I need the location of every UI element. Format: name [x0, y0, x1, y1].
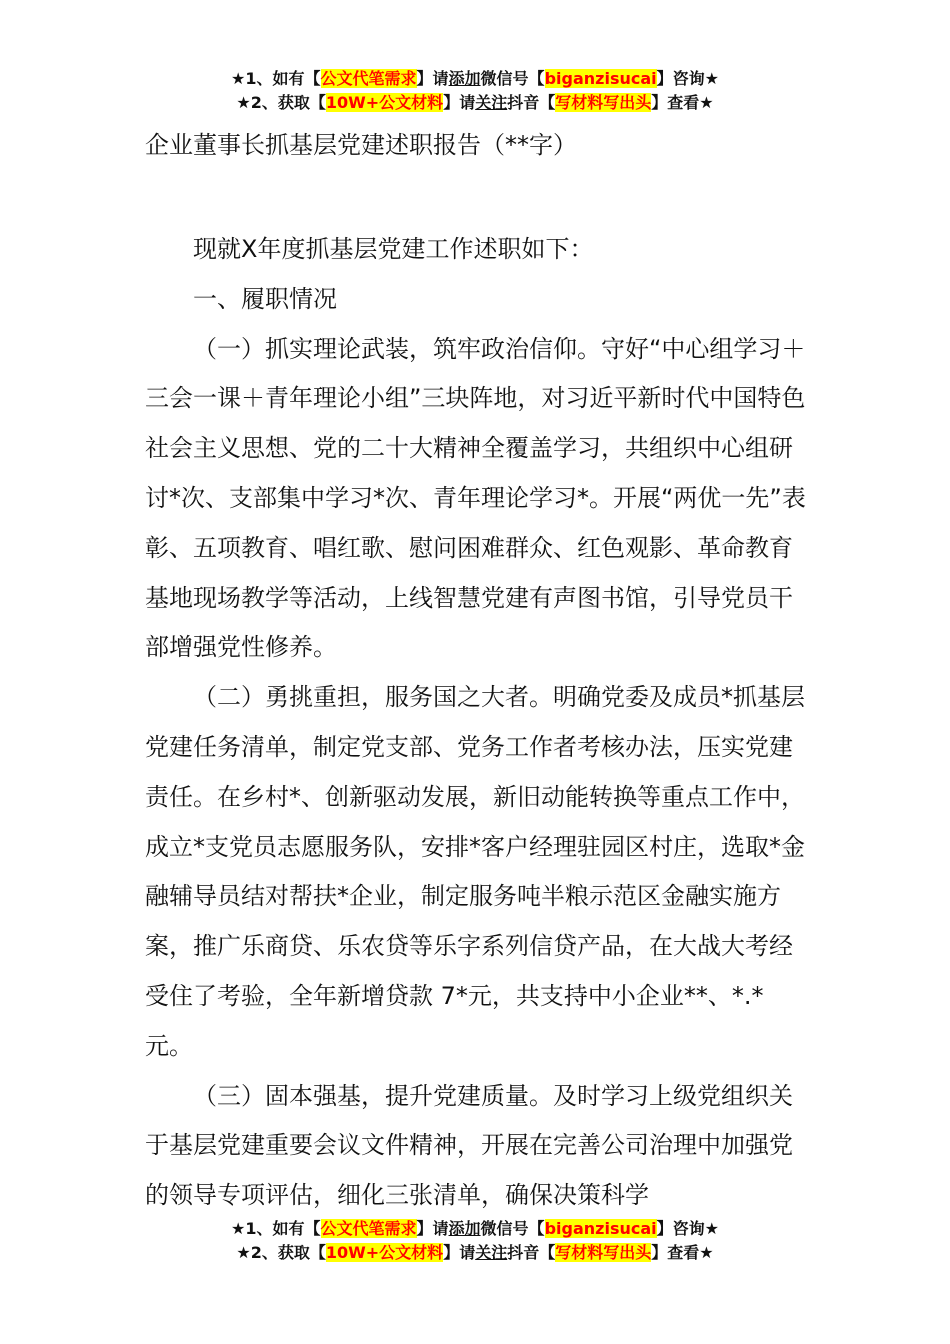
promo-line-2: ★2、获取【10W+公文材料】请关注抖音【写材料写出头】查看★ [236, 1243, 714, 1262]
highlight-service: 公文代笔需求 [320, 69, 417, 88]
highlight-materials: 10W+公文材料 [325, 1243, 444, 1262]
highlight-douyin: 写材料写出头 [555, 1243, 652, 1262]
paragraph-intro: 现就X年度抓基层党建工作述职如下： [193, 235, 594, 263]
promo-line-1: ★1、如有【公文代笔需求】请添加微信号【biganzisucai】咨询★ [231, 1219, 719, 1238]
promo-banner-bottom [0, 1217, 950, 1265]
document-body [145, 225, 810, 1221]
promo-line-2: ★2、获取【10W+公文材料】请关注抖音【写材料写出头】查看★ [236, 93, 714, 112]
paragraph-1: （一）抓实理论武装，筑牢政治信仰。守好“中心组学习＋三会一课＋青年理论小组”三块阵地，对习近平新时代中国特色社会主义思想、党的二十大精神全覆盖学习，共组织中心组研讨*次、支部集中学习*次、青年理论学习*。开展“两优一先”表彰、五项教育、唱红歌、慰问困难群众、红色观影、革命教育基地现场教学等活动，上线智慧党建有声图书馆，引导党员干部增强党性修养。 [145, 334, 806, 662]
section-heading: 一、履职情况 [193, 284, 337, 313]
paragraph-3: （三）固本强基，提升党建质量。及时学习上级党组织关于基层党建重要会议文件精神，开展在完善公司治理中加强党的领导专项评估，细化三张清单，确保决策科学 [145, 1081, 793, 1210]
paragraph-2: （二）勇挑重担，服务国之大者。明确党委及成员*抓基层党建任务清单，制定党支部、党务工作者考核办法，压实党建责任。在乡村*、创新驱动发展，新旧动能转换等重点工作中，成立*支党员志愿服务队，安排*客户经理驻园区村庄，选取*金融辅导员结对帮扶*企业，制定服务吨半粮示范区金融实施方案，推广乐商贷、乐农贷等乐字系列信贷产品，在大战大考经受住了考验，全年新增贷款 7*元，共支持中小企业**、*.*元。 [145, 683, 805, 1060]
highlight-wechat-id: biganzisucai [544, 1219, 657, 1238]
document-title: 企业董事长抓基层党建述职报告（**字） [145, 131, 577, 159]
promo-banner-top [0, 67, 950, 115]
highlight-douyin: 写材料写出头 [555, 93, 652, 112]
highlight-materials: 10W+公文材料 [325, 93, 444, 112]
highlight-service: 公文代笔需求 [320, 1219, 417, 1238]
highlight-wechat-id: biganzisucai [544, 69, 657, 88]
promo-line-1: ★1、如有【公文代笔需求】请添加微信号【biganzisucai】咨询★ [231, 69, 719, 88]
